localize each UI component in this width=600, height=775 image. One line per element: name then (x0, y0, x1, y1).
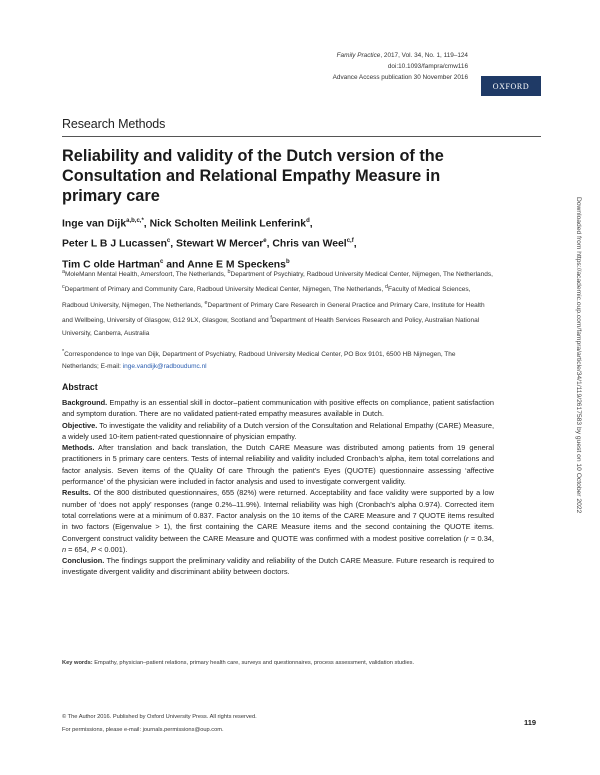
publication-info (333, 50, 468, 83)
download-stamp: Downloaded from https://academic.oup.com/fampra/article/34/1/119/2617583 by guest on 10 October 2022 (575, 197, 582, 514)
conclusion-text: The findings support the preliminary validity and reliability of the Dutch CARE Measure. Future research is required to investigate divergent validity and discriminant ability between doctors. (62, 556, 494, 577)
conclusion-label: Conclusion. (62, 556, 105, 566)
author-name[interactable]: Stewart W Mercer (176, 238, 264, 250)
correspondence (62, 346, 494, 374)
author-affiliation-mark: e (263, 238, 267, 245)
affiliation-mark: b (227, 269, 231, 275)
author-affiliation-mark: b (285, 258, 290, 265)
objective-label: Objective. (62, 420, 98, 430)
keywords-label: Key words: (62, 660, 93, 666)
results-text: < 0.001). (95, 544, 128, 554)
keywords (62, 658, 494, 668)
correspondence-email-link[interactable]: inge.vandijk@radboudumc.nl (122, 363, 207, 371)
affiliation-text: Department of Primary and Community Care, Radboud University Medical Center, Nijmegen, The Netherlands, (64, 286, 386, 294)
results-label: Results. (62, 488, 91, 498)
author-name[interactable]: Peter L B J Lucassen (62, 238, 167, 250)
page-number: 119 (524, 718, 537, 727)
author-separator: , (266, 238, 273, 250)
citation-line (333, 50, 468, 61)
results-text: = 0.34, (468, 533, 494, 543)
journal-name: Family Practice (336, 52, 381, 59)
abstract-body (62, 397, 494, 578)
methods-text: After translation and back translation, the Dutch CARE Measure was distributed among patients from 19 general practitioners in 5 primary care centers. Tests of internal reliability and validity included Cronbach’s alpha, item total correlations and factor analysis. Seven items of the QUality Of care Through the patient’s Eyes (QUOTE) questionnaire assessing ‘affective performance’ of the physician were included in factor analysis and used to investigate convergent validity. (62, 443, 494, 487)
results-text: Of the 800 distributed questionnaires, 655 (82%) were returned. Acceptability and face validity were supported by a low number of ‘does not apply’ responses (range 0.2%–11.9%). Internal reliability was high (Cronbach’s alpha 0.974). Corrected item total correlations were at a minimum of 0.837. Factor analysis on the 10 items of the CARE Measure and 7 QUOTE items resulted in two factors (Eigenvalue > 1), the first containing the CARE Measure items and the second containing the QUOTE items. Convergent construct validity between the CARE Measure and QUOTE was confirmed with a modest positive correlation ( (62, 488, 494, 543)
author-separator: , (309, 218, 313, 230)
permissions-line: For permissions, please e-mail: journals.permissions@oup.com. (62, 726, 224, 733)
author-name[interactable]: Tim C olde Hartman (62, 259, 160, 270)
volume-pages: , 2017, Vol. 34, No. 1, 119–124 (380, 52, 468, 59)
copyright-notice (62, 711, 362, 736)
author-affiliation-mark: c (159, 258, 164, 265)
author-separator: , (353, 238, 357, 250)
abstract-background (62, 397, 494, 420)
correspondence-mark: * (62, 349, 65, 355)
copyright-line: © The Author 2016. Published by Oxford University Press. All rights reserved. (62, 714, 257, 720)
oxford-logo[interactable] (481, 76, 541, 96)
author-affiliation-mark: c,f (346, 238, 354, 245)
abstract-methods (62, 442, 494, 487)
author-separator: , (170, 238, 177, 250)
advance-access: Advance Access publication 30 November 2016 (332, 74, 468, 81)
author-name[interactable]: Nick Scholten Meilink Lenferink (149, 218, 307, 230)
affiliation-text: Department of Health Services Research and Policy, Australian National University, Canberra, Australia (62, 317, 480, 337)
section-label: Research Methods (62, 117, 166, 131)
correspondence-text: Correspondence to Inge van Dijk, Department of Psychiatry, Radboud University Medical Center, PO Box 9101, 6500 HB Nijmegen, The Netherlands; E-mail: (62, 351, 456, 371)
author-affiliation-mark: d (306, 218, 310, 224)
affiliation-mark: e (204, 299, 208, 306)
affiliation-mark: a (62, 269, 66, 275)
abstract-conclusion (62, 555, 494, 578)
affiliation-text: MoleMann Mental Health, Amersfoort, The Netherlands, (65, 271, 228, 279)
affiliation-text: Faculty of Medical Sciences, Radboud University, Nijmegen, The Netherlands, (62, 286, 471, 310)
author-name[interactable]: Inge van Dijk (62, 218, 127, 230)
doi[interactable]: doi:10.1093/fampra/cmw116 (387, 63, 468, 70)
author-list (62, 213, 482, 274)
author-name[interactable]: Chris van Weel (272, 238, 347, 250)
results-stat-n: n (62, 544, 67, 554)
keywords-text: Empathy, physician–patient relations, primary health care, surveys and questionnaires, process assessment, validation studies. (92, 660, 415, 666)
affiliation-text: Department of Primary Care Research in General Practice and Primary Care, Institute for Health and Wellbeing, University of Glasgow, G12 9LX, Glasgow, Scotland and (62, 302, 485, 325)
abstract-heading: Abstract (62, 382, 98, 392)
author-name[interactable]: Anne E M Speckens (187, 259, 286, 270)
abstract-results (62, 487, 494, 555)
author-affiliation-mark: c (166, 238, 171, 245)
article-title: Reliability and validity of the Dutch version of the Consultation and Relational Empathy Measure in primary care (62, 147, 444, 205)
author-separator: , (143, 218, 150, 230)
affiliation-mark: f (270, 315, 272, 322)
objective-text: To investigate the validity and reliability of a Dutch version of the Consultation and Relational Empathy (CARE) Measure, a widely used 10-item patient-rated questionnaire of physician empathy. (62, 420, 494, 441)
affiliation-mark: c (62, 284, 65, 291)
affiliations (62, 266, 494, 340)
oxford-logo-text: OXFORD (492, 81, 530, 91)
affiliation-text: Department of Psychiatry, Radboud University Medical Center, Nijmegen, The Netherlands, (230, 271, 493, 279)
abstract-objective (62, 420, 494, 443)
section-divider (62, 136, 541, 137)
methods-label: Methods. (62, 443, 95, 453)
affiliation-mark: d (385, 284, 389, 291)
background-text: Empathy is an essential skill in doctor–patient communication with positive effects on compliance, patient satisfaction and symptom duration. There are no validated patient-rated empathy measures available in Dutch. (62, 398, 494, 419)
author-separator: and (163, 259, 188, 270)
author-affiliation-mark: a,b,c,* (126, 218, 144, 224)
background-label: Background. (62, 398, 108, 407)
results-text: = 654, (66, 544, 91, 554)
results-stat-p: P (91, 544, 96, 554)
results-stat-r: r (466, 533, 469, 543)
